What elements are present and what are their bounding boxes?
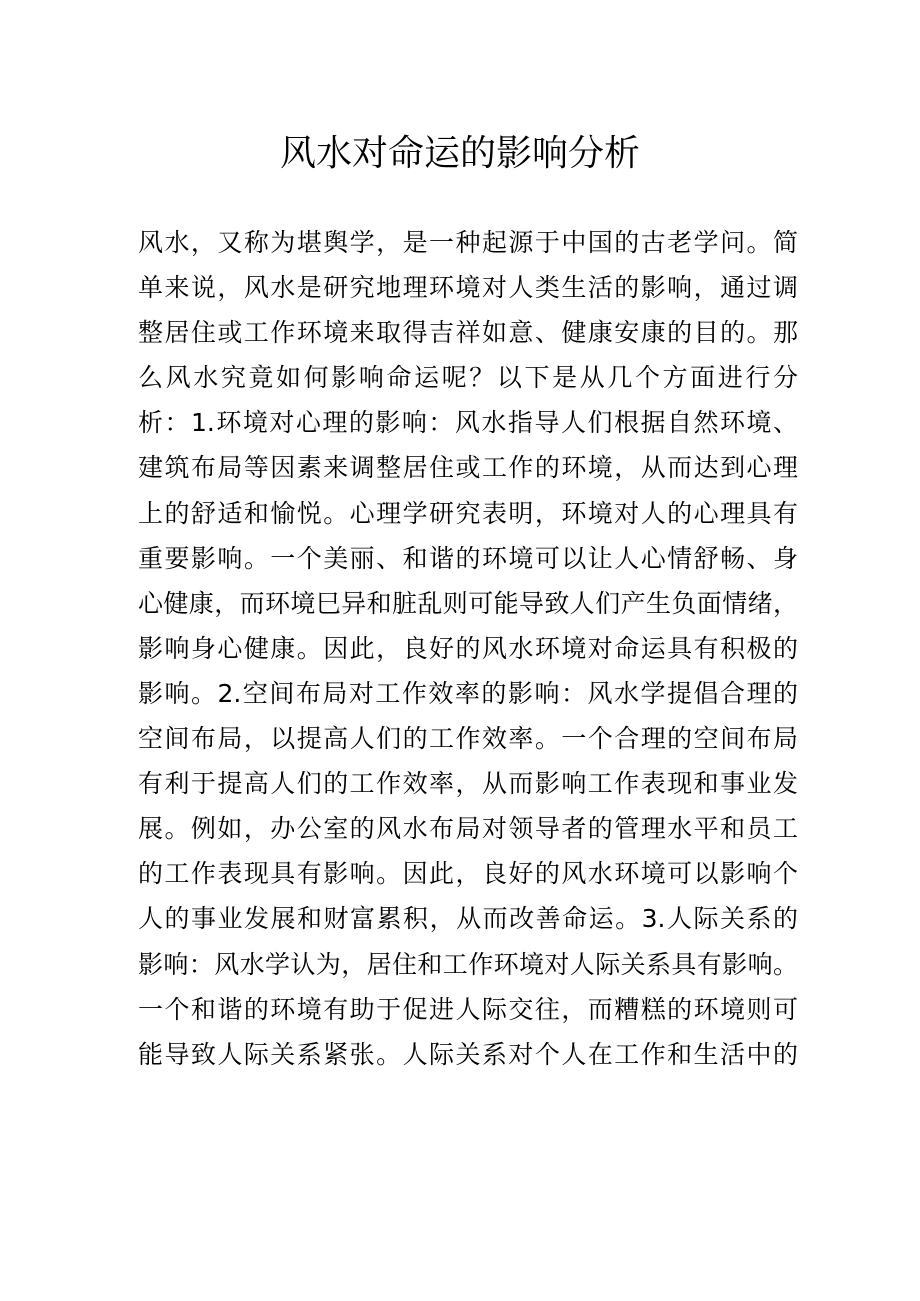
body-line: 有利于提高人们的工作效率，从而影响工作表现和事业发 bbox=[138, 769, 798, 799]
body-line: 重要影响。一个美丽、和谐的环境可以让人心情舒畅、身 bbox=[138, 543, 798, 573]
body-line: 上的舒适和愉悦。心理学研究表明，环境对人的心理具有 bbox=[138, 498, 798, 528]
body-line: 建筑布局等因素来调整居住或工作的环境，从而达到心理 bbox=[138, 453, 798, 483]
body-line: 的工作表现具有影响。因此，良好的风水环境可以影响个 bbox=[138, 859, 798, 889]
body-line: 整居住或工作环境来取得吉祥如意、健康安康的目的。那 bbox=[138, 318, 798, 348]
body-line: 人的事业发展和财富累积，从而改善命运。3.人际关系的 bbox=[138, 904, 798, 934]
body-line: 风水，又称为堪舆学，是一种起源于中国的古老学问。简 bbox=[138, 228, 798, 257]
body-line: 析：1.环境对心理的影响：风水指导人们根据自然环境、 bbox=[138, 408, 798, 438]
body-line: 展。例如，办公室的风水布局对领导者的管理水平和员工 bbox=[138, 814, 798, 844]
body-line: 影响身心健康。因此，良好的风水环境对命运具有积极的 bbox=[138, 633, 798, 663]
body-line: 能导致人际关系紧张。人际关系对个人在工作和生活中的 bbox=[138, 1039, 798, 1069]
body-line: 影响。2.空间布局对工作效率的影响：风水学提倡合理的 bbox=[138, 678, 798, 708]
body-line: 空间布局，以提高人们的工作效率。一个合理的空间布局 bbox=[138, 724, 798, 754]
body-line: 一个和谐的环境有助于促进人际交往，而糟糕的环境则可 bbox=[138, 994, 798, 1024]
body-line: 影响：风水学认为，居住和工作环境对人际关系具有影响。 bbox=[138, 949, 798, 979]
document-title: 风水对命运的影响分析 bbox=[279, 133, 640, 174]
body-line: 心健康，而环境巳异和脏乱则可能导致人们产生负面情绪， bbox=[138, 588, 798, 618]
body-line: 单来说，风水是研究地理环境对人类生活的影响，通过调 bbox=[138, 273, 798, 303]
document-body bbox=[138, 220, 798, 1077]
body-line: 么风水究竟如何影响命运呢？以下是从几个方面进行分 bbox=[138, 363, 798, 393]
